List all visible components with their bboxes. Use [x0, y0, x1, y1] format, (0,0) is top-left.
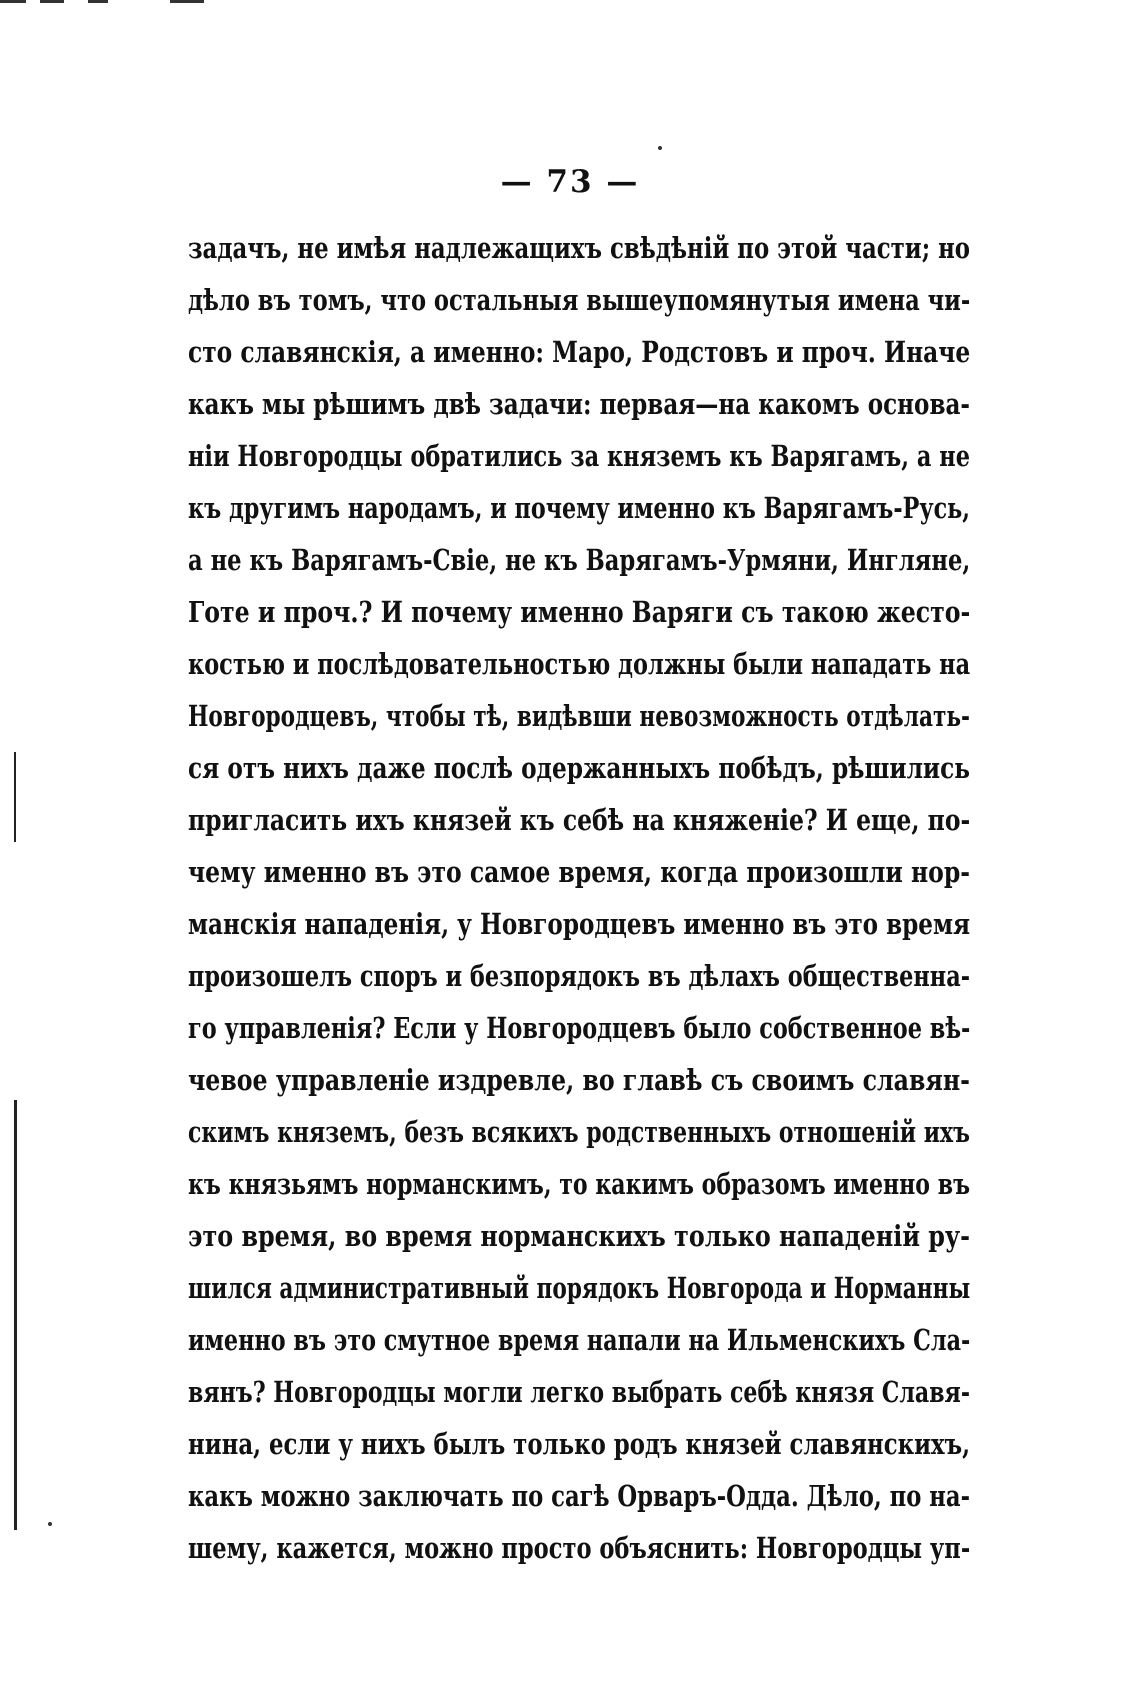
text-line: задачъ, не имѣя надлежащихъ свѣдѣній по этой части; но: [188, 231, 970, 265]
text-line: ся отъ нихъ даже послѣ одержанныхъ побѣдъ, рѣшились: [188, 751, 970, 785]
scan-edge-mark: [14, 1100, 17, 1530]
text-line: дѣло въ томъ, что остальныя вышеупомянутыя имена чи-: [188, 283, 970, 317]
scan-artifact: [40, 0, 64, 3]
body-text: [188, 222, 970, 1574]
text-line: шился административный порядокъ Новгорода и Норманны: [188, 1271, 970, 1305]
text-line: манскія нападенія, у Новгородцевъ именно въ это время: [188, 907, 970, 941]
text-line: чему именно въ это самое время, когда произошли нор-: [188, 855, 970, 889]
text-line: чевое управленіе издревле, во главѣ съ своимъ славян-: [188, 1063, 970, 1097]
text-line: къ другимъ народамъ, и почему именно къ Варягамъ-Русь,: [188, 491, 970, 525]
scan-artifact: [170, 0, 204, 3]
text-line: какъ можно заключать по сагѣ Орваръ-Одда. Дѣло, по на-: [188, 1479, 970, 1513]
text-line: сто славянскія, а именно: Маро, Родстовъ и проч. Иначе: [188, 335, 970, 369]
text-line: Готе и проч.? И почему именно Варяги съ такою жесто-: [188, 595, 970, 629]
text-line: это время, во время норманскихъ только нападеній ру-: [188, 1219, 970, 1253]
text-line: какъ мы рѣшимъ двѣ задачи: первая—на какомъ основа-: [188, 387, 970, 421]
text-line: го управленія? Если у Новгородцевъ было собственное вѣ-: [188, 1011, 970, 1045]
page-number: — 73 —: [500, 164, 640, 200]
text-line: шему, кажется, можно просто объяснить: Новгородцы уп-: [188, 1531, 970, 1565]
text-line: а не къ Варягамъ-Свіе, не къ Варягамъ-Урмяни, Ингляне,: [188, 543, 970, 577]
text-line: къ князьямъ норманскимъ, то какимъ образомъ именно въ: [188, 1167, 970, 1201]
text-line: нина, если у нихъ былъ только родъ князей славянскихъ,: [188, 1427, 970, 1461]
text-line: пригласить ихъ князей къ себѣ на княженіе? И еще, по-: [188, 803, 970, 837]
text-line: именно въ это смутное время напали на Ильменскихъ Сла-: [188, 1323, 970, 1357]
scan-artifact: [88, 0, 108, 3]
scan-artifact: [0, 0, 26, 3]
text-line: произошелъ споръ и безпорядокъ въ дѣлахъ общественна-: [188, 959, 970, 993]
text-line: костью и послѣдовательностью должны были нападать на: [188, 647, 970, 681]
text-line: ніи Новгородцы обратились за княземъ къ Варягамъ, а не: [188, 439, 970, 473]
text-line: вянъ? Новгородцы могли легко выбрать себѣ князя Славя-: [188, 1375, 970, 1409]
scan-edge-mark: [14, 752, 16, 842]
scan-speck: [48, 1522, 52, 1526]
text-line: Новгородцевъ, чтобы тѣ, видѣвши невозможность отдѣлать-: [188, 699, 970, 733]
scan-speck: [658, 146, 662, 150]
text-line: скимъ княземъ, безъ всякихъ родственныхъ отношеній ихъ: [188, 1115, 970, 1149]
